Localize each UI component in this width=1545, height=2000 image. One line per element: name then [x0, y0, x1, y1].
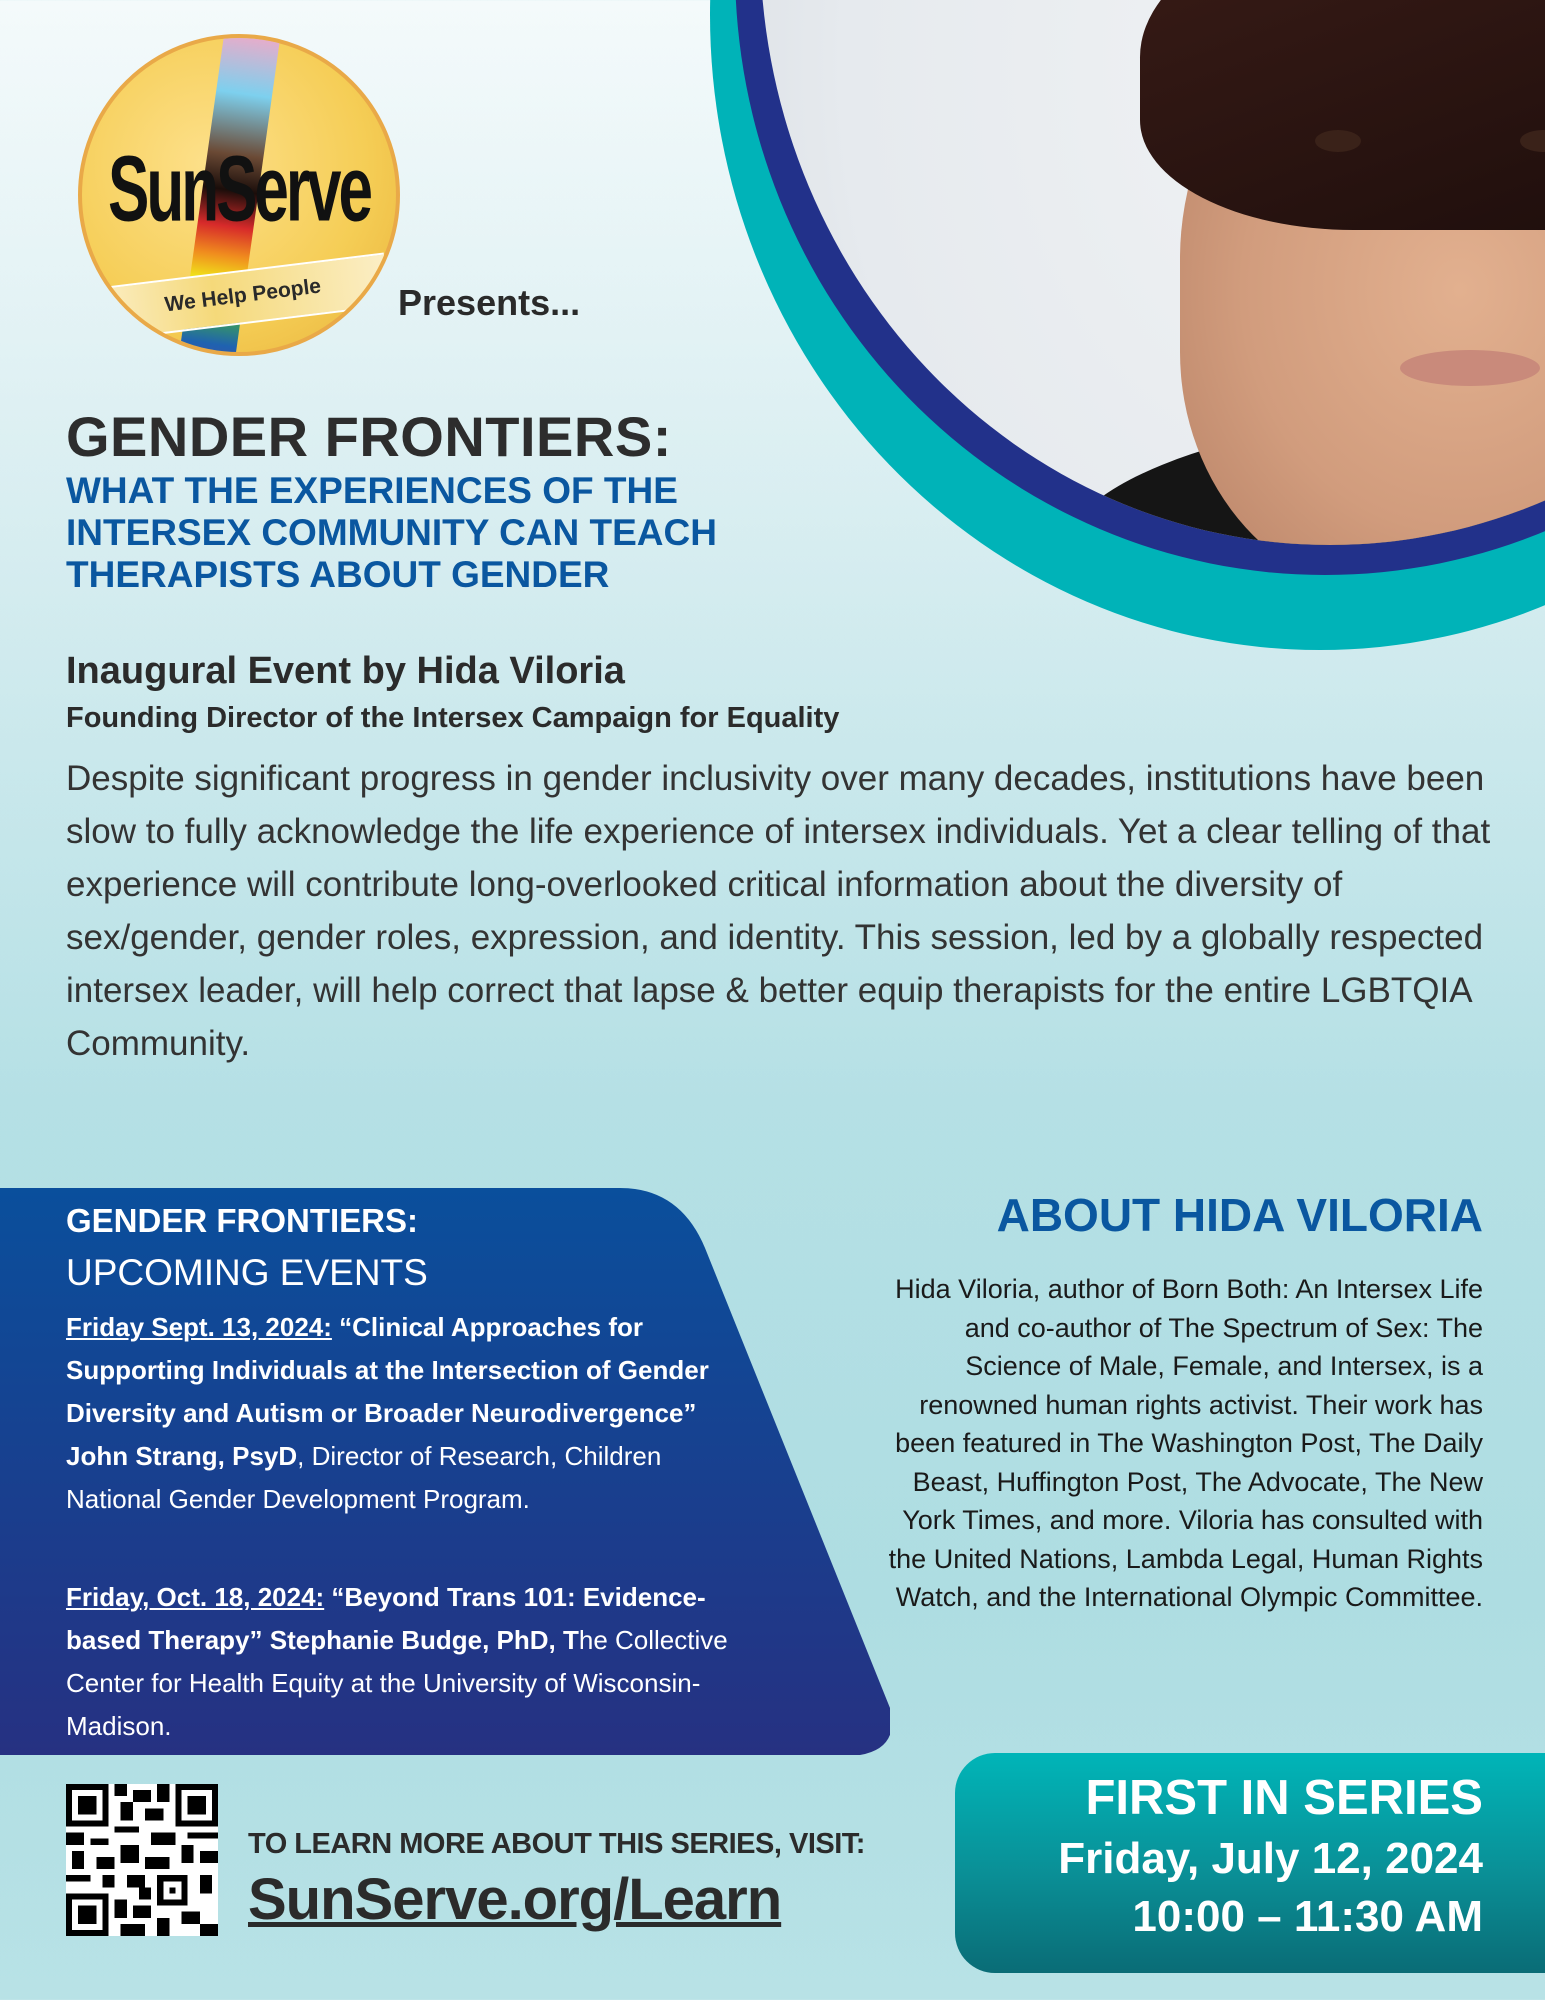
speaker-photo — [760, 0, 1545, 545]
subtitle-line: WHAT THE EXPERIENCES OF THE — [66, 470, 678, 511]
photo-hair — [1140, 0, 1545, 230]
upcoming-title: GENDER FRONTIERS: — [66, 1202, 419, 1239]
subtitle-line: THERAPISTS ABOUT GENDER — [66, 554, 610, 595]
series-date: Friday, July 12, 2024 — [1058, 1834, 1483, 1883]
upcoming-event-2 — [66, 1576, 746, 1748]
event-speaker: Stephanie Budge, PhD, T — [262, 1625, 579, 1655]
upcoming-subtitle: UPCOMING EVENTS — [66, 1252, 428, 1293]
sunserve-logo — [78, 34, 400, 356]
event-affiliation: he Collective Center for Health Equity at the University of Wisconsin-Madison. — [66, 1625, 728, 1741]
upcoming-event-1 — [66, 1306, 746, 1521]
logo-tagline: We Help People — [96, 253, 390, 342]
photo-lips — [1400, 350, 1540, 386]
event-heading: Inaugural Event by Hida Viloria — [66, 650, 625, 692]
event-talk: “Beyond Trans 101: Evidence-based Therapy” — [66, 1582, 706, 1655]
about-title: ABOUT HIDA VILORIA — [996, 1189, 1483, 1241]
presents-label: Presents... — [398, 282, 581, 323]
qr-code-icon[interactable] — [66, 1784, 218, 1936]
learn-more-link[interactable]: SunServe.org/Learn — [248, 1867, 782, 1932]
photo-eye — [1315, 130, 1361, 152]
event-speaker: John Strang, PsyD — [66, 1441, 298, 1471]
event-talk: “Clinical Approaches for Supporting Individuals at the Intersection of Gender Diversity and Autism or Broader Neurodivergence” — [66, 1312, 709, 1428]
event-affiliation: , Director of Research, Children National Gender Development Program. — [66, 1441, 662, 1514]
event-date: Friday Sept. 13, 2024: — [66, 1312, 332, 1342]
page-title: GENDER FRONTIERS: — [66, 405, 672, 468]
page-subtitle — [66, 470, 717, 596]
event-description: Despite significant progress in gender inclusivity over many decades, institutions have been slow to fully acknowledge the life experience of intersex individuals. Yet a clear telling of that experience will contribute long-overlooked critical information about the diversity of sex/gender, gender roles, expression, and identity. This session, led by a globally respected intersex leader, will help correct that lapse & better equip therapists for the entire LGBTQIA Community. — [66, 759, 1491, 1063]
learn-more-label: TO LEARN MORE ABOUT THIS SERIES, VISIT: — [248, 1828, 865, 1860]
about-body: Hida Viloria, author of Born Both: An Intersex Life and co-author of The Spectrum of Sex: The Science of Male, Female, and Intersex, is a renowned human rights activist. Their work has been featured in The Washington Post, The Daily Beast, Huffington Post, The Advocate, The New York Times, and more. Viloria has consulted with the United Nations, Lambda Legal, Human Rights Watch, and the International Olympic Committee. — [888, 1274, 1483, 1612]
speaker-role: Founding Director of the Intersex Campaign for Equality — [66, 702, 840, 734]
event-date: Friday, Oct. 18, 2024: — [66, 1582, 325, 1612]
subtitle-line: INTERSEX COMMUNITY CAN TEACH — [66, 512, 717, 553]
series-time: 10:00 – 11:30 AM — [1132, 1892, 1483, 1941]
logo-wordmark: SunServe — [107, 137, 371, 242]
series-label: FIRST IN SERIES — [1085, 1771, 1483, 1825]
